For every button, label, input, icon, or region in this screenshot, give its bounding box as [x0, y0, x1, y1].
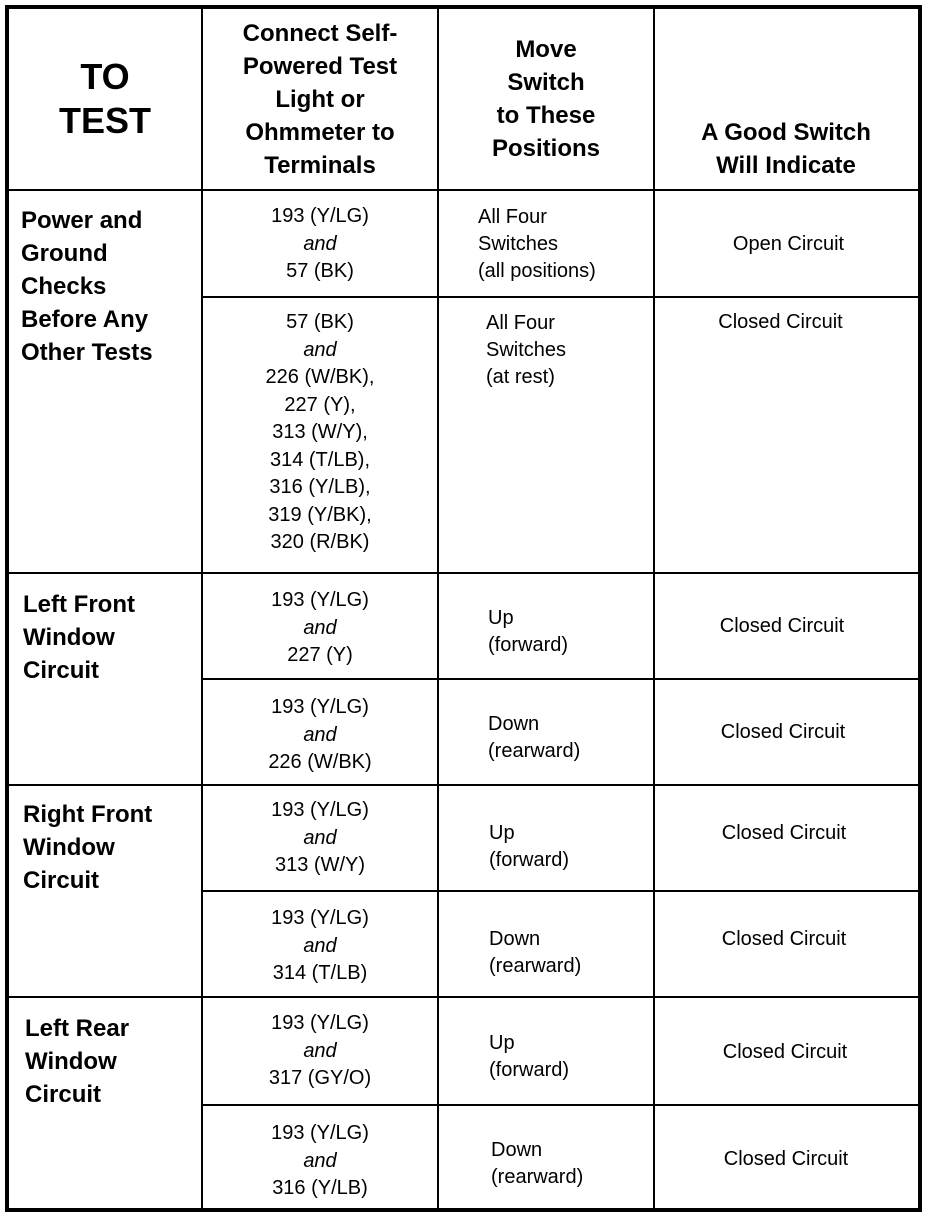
move-cell: Up (forward) — [489, 1032, 570, 1081]
connect-cell: 193 (Y/LG) and 226 (W/BK) — [268, 696, 372, 773]
move-cell: Up (forward) — [488, 607, 569, 656]
connect-cell: 193 (Y/LG) and 227 (Y) — [271, 589, 369, 666]
connect-cell: 57 (BK) and 226 (W/BK), 227 (Y), 313 (W/Y), 314 (T/LB), 316 (Y/LB), 319 (Y/BK), 320 (R/BK) — [265, 311, 375, 553]
result-cell: Open Circuit — [732, 233, 845, 255]
result-cell: Closed Circuit — [723, 1148, 849, 1170]
header-connect-terminals: Connect Self- Powered Test Light or Ohmmeter to Terminals — [242, 19, 398, 179]
result-cell: Closed Circuit — [721, 928, 847, 950]
header-to-test: TO TEST — [58, 56, 151, 141]
connect-cell: 193 (Y/LG) and 314 (T/LB) — [271, 907, 369, 984]
header-good-switch: A Good Switch Will Indicate — [701, 119, 871, 179]
section-title-power-ground: Power and Ground Checks Before Any Other Tests — [21, 207, 153, 366]
move-cell: All Four Switches (all positions) — [478, 206, 596, 282]
move-cell: Down (rearward) — [488, 713, 581, 762]
section-title-left-rear: Left Rear Window Circuit — [25, 1015, 130, 1108]
move-cell: Down (rearward) — [491, 1139, 584, 1188]
result-cell: Closed Circuit — [718, 311, 843, 333]
section-title-right-front: Right Front Window Circuit — [23, 801, 153, 894]
result-cell: Closed Circuit — [721, 822, 847, 844]
section-title-left-front: Left Front Window Circuit — [23, 591, 135, 684]
header-move-switch: Move Switch to These Positions — [491, 36, 600, 162]
connect-cell: 193 (Y/LG) and 316 (Y/LB) — [271, 1122, 369, 1199]
connect-cell: 193 (Y/LG) and 317 (GY/O) — [268, 1012, 372, 1089]
result-cell: Closed Circuit — [722, 1041, 848, 1063]
move-cell: All Four Switches (at rest) — [486, 312, 567, 388]
column-divider — [653, 5, 655, 1212]
move-cell: Up (forward) — [489, 822, 570, 871]
result-cell: Closed Circuit — [720, 721, 846, 743]
connect-cell: 193 (Y/LG) and 57 (BK) — [271, 205, 369, 282]
column-divider — [437, 5, 439, 1212]
result-cell: Closed Circuit — [719, 615, 845, 637]
connect-cell: 193 (Y/LG) and 313 (W/Y) — [271, 799, 369, 876]
move-cell: Down (rearward) — [489, 928, 582, 977]
